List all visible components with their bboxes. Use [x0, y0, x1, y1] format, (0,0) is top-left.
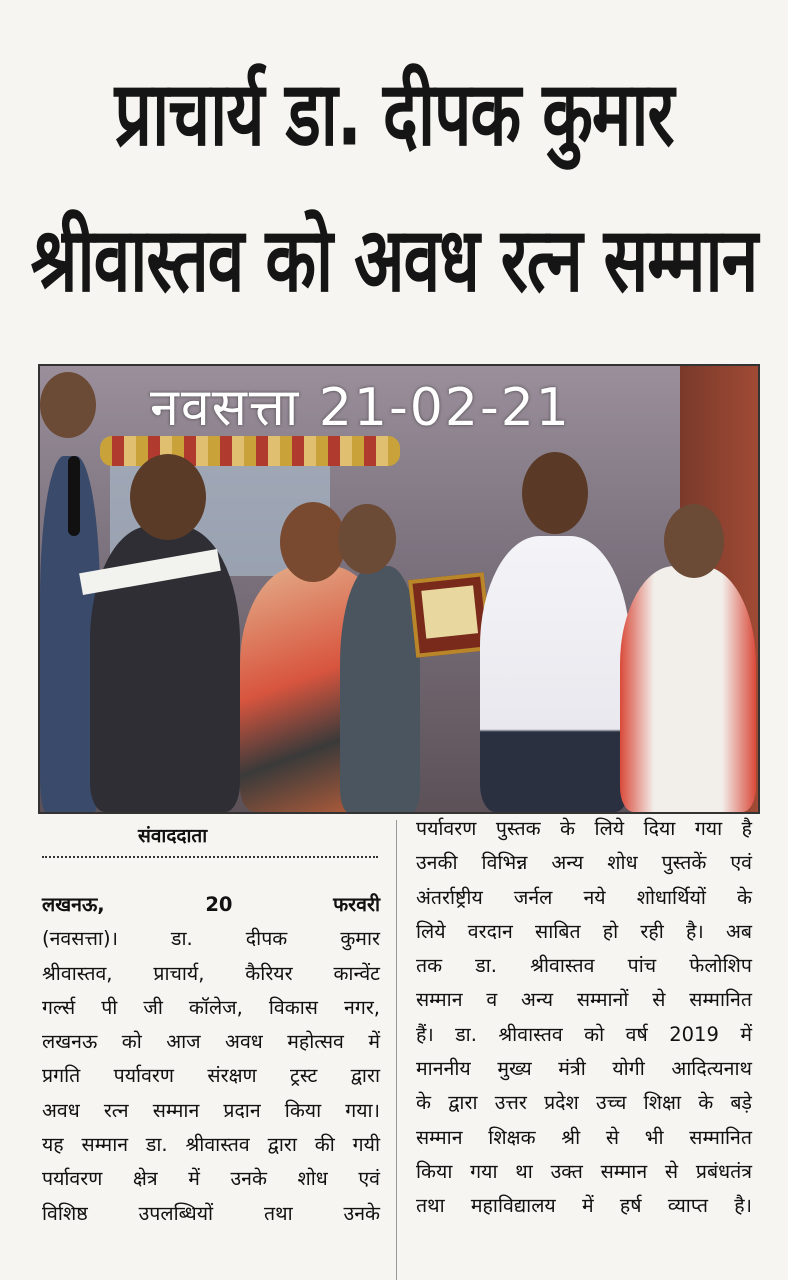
byline: संवाददाता: [138, 825, 208, 847]
article-line: श्रीवास्तव, प्राचार्य, कैरियर कान्वेंट: [42, 961, 380, 985]
person-white-shirt: [480, 536, 630, 812]
newspaper-date-stamp: नवसत्ता 21-02-21: [150, 378, 571, 438]
article-line: लिये वरदान साबित हो रही है। अब: [416, 919, 752, 943]
person-young: [340, 566, 420, 812]
article-line: पर्यावरण पुस्तक के लिये दिया गया है: [416, 817, 752, 840]
person-vest-head: [130, 454, 206, 540]
article-line: गर्ल्स पी जी कॉलेज, विकास नगर,: [42, 995, 380, 1019]
person-left-head: [40, 372, 96, 438]
article-line: लखनऊ को आज अवध महोत्सव में: [42, 1030, 380, 1054]
person-red-jacket-head: [664, 504, 724, 578]
person-white-shirt-head: [522, 452, 588, 534]
headline-line-1: प्राचार्य डा. दीपक कुमार: [114, 62, 674, 167]
byline-divider: [42, 856, 378, 858]
article-line: लखनऊ, 20 फरवरी: [42, 893, 380, 916]
article-line: के द्वारा उत्तर प्रदेश उच्च शिक्षा के बड़े: [416, 1091, 752, 1115]
article-line: सम्मान शिक्षक श्री से भी सम्मानित: [416, 1125, 752, 1149]
news-photo: [38, 364, 760, 814]
article-line: विशिष्ठ उपलब्धियों तथा उनके: [42, 1201, 380, 1225]
article-line: अवध रत्न सम्मान प्रदान किया गया।: [42, 1098, 380, 1122]
article-right-column: [416, 812, 752, 1224]
column-divider: [396, 820, 397, 1280]
article-line: प्रगति पर्यावरण संरक्षण ट्रस्ट द्वारा: [42, 1064, 380, 1088]
article-line: किया गया था उक्त सम्मान से प्रबंधतंत्र: [416, 1159, 752, 1183]
article-line: तथा महाविद्यालय में हर्ष व्याप्त है।: [416, 1194, 752, 1218]
person-saree-head: [280, 502, 346, 582]
person-red-jacket: [620, 566, 756, 812]
article-line: अंतर्राष्ट्रीय जर्नल नये शोधार्थियों के: [416, 885, 752, 909]
microphone-icon: [68, 456, 80, 536]
person-young-head: [338, 504, 396, 574]
article-line: सम्मान व अन्य सम्मानों से सम्मानित: [416, 988, 752, 1012]
headline-line-2: श्रीवास्तव को अवध रत्न सम्मान: [30, 208, 758, 313]
article-line: यह सम्मान डा. श्रीवास्तव द्वारा की गयी: [42, 1133, 380, 1157]
article-left-column: [42, 888, 380, 1231]
article-line: तक डा. श्रीवास्तव पांच फेलोशिप: [416, 954, 752, 978]
article-line: (नवसत्ता)। डा. दीपक कुमार: [42, 927, 380, 951]
article-line: हैं। डा. श्रीवास्तव को वर्ष 2019 में: [416, 1022, 752, 1046]
article-line: माननीय मुख्य मंत्री योगी आदित्यनाथ: [416, 1057, 752, 1081]
article-line: पर्यावरण क्षेत्र में उनके शोध एवं: [42, 1167, 380, 1191]
article-line: उनकी विभिन्न अन्य शोध पुस्तकें एवं: [416, 851, 752, 875]
